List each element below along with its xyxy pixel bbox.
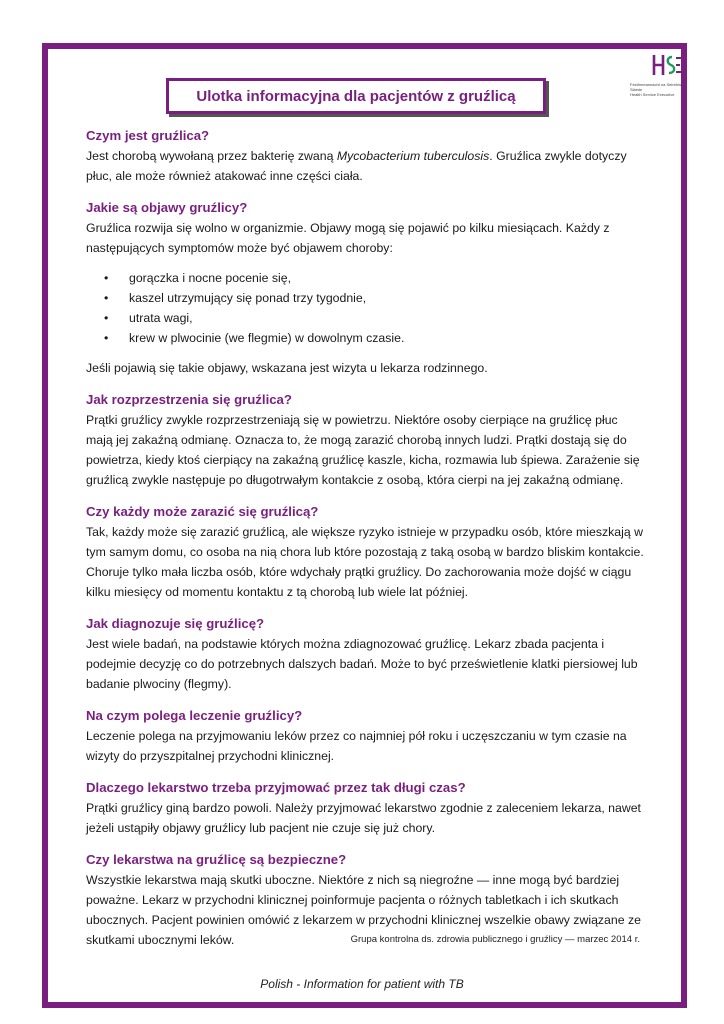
symptom-list (86, 268, 646, 348)
section-spread (86, 390, 646, 490)
logo-caption-line-1: Feidhmeannacht na Seirbhíse Sláinte (630, 82, 684, 92)
bullet-icon: • (104, 331, 109, 345)
section-text: Leczenie polega na przyjmowaniu leków przez co najmniej pół roku i uczęszczaniu w tym czasie na wizyty do przyszpitalnej przychodni klinicznej. (86, 729, 627, 763)
footer-text: Polish - Information for patient with TB (260, 977, 464, 991)
hse-logo (630, 52, 690, 102)
list-item (86, 328, 646, 348)
section-symptoms (86, 198, 646, 378)
section-treatment (86, 706, 646, 766)
list-item-text: utrata wagi, (129, 311, 193, 325)
list-item (86, 288, 646, 308)
section-heading: Czy każdy może zarazić się gruźlicą? (86, 504, 319, 519)
logo-caption (630, 82, 694, 97)
section-heading: Jak diagnozuje się gruźlicę? (86, 616, 265, 631)
section-heading: Dlaczego lekarstwo trzeba przyjmować przez tak długi czas? (86, 780, 466, 795)
list-item-text: krew w plwocinie (we flegmie) w dowolnym czasie. (129, 331, 405, 345)
section-what-is-tb (86, 126, 646, 186)
section-heading: Jak rozprzestrzenia się gruźlica? (86, 392, 292, 407)
section-diagnosis (86, 614, 646, 694)
section-text: Jest wiele badań, na podstawie których można zdiagnozować gruźlicę. Lekarz zbada pacjenta i podejmie decyzję co do potrzebnych dalszych badań. Może to być prześwietlenie klatki piersiowej lub badanie plwociny (flegmy). (86, 637, 638, 691)
list-item-text: gorączka i nocne pocenie się, (129, 271, 292, 285)
section-heading: Jakie są objawy gruźlicy? (86, 200, 248, 215)
section-text: Wszystkie lekarstwa mają skutki uboczne. Niektóre z nich są niegroźne — inne mogą być bardziej poważne. Lekarz w przychodni klinicznej poinformuje pacjenta o różnych tabletkach i ich skutkach ubocznych. Pacjent powinien omówić z lekarzem w przychodni klinicznej wszelkie obawy związane ze skutkami ubocznymi leków. (86, 873, 641, 947)
bullet-icon: • (104, 311, 109, 325)
section-text: Tak, każdy może się zarazić gruźlicą, ale większe ryzyko istnieje w przypadku osób, które mieszkają w tym samym domu, co osoba na nią chora lub które pozostają z taką osobą w bardzo bliskim kontakcie. Choruje tylko mała liczba osób, które wdychały prątki gruźlicy. Do zachorowania może dojść w ciągu kilku miesięcy od momentu kontaktu z tą chorobą lub wiele lat później. (86, 525, 644, 599)
section-heading: Na czym polega leczenie gruźlicy? (86, 708, 303, 723)
section-text: Prątki gruźlicy zwykle rozprzestrzeniają się w powietrzu. Niektóre osoby cierpiące na gruźlicę płuc mają jej zakaźną odmianę. Oznacza to, że mogą zarazić chorobą innych ludzi. Prątki dostają się do powietrza, kiedy ktoś cierpiący na zakaźną gruźlicę kaszle, kicha, rozmawia lub śpiewa. Zarażenie się gruźlicą zwykle następuje po długotrwałym kontakcie z osobą, która cierpi na jej zakaźną odmianę. (86, 413, 640, 487)
credit-line: Grupa kontrolna ds. zdrowia publicznego i gruźlicy — marzec 2014 r. (350, 934, 640, 945)
bacteria-name: Mycobacterium tuberculosis (336, 149, 490, 163)
bullet-icon: • (104, 271, 109, 285)
section-text-after: Jeśli pojawią się takie objawy, wskazana jest wizyta u lekarza rodzinnego. (86, 361, 488, 375)
page-title: Ulotka informacyjna dla pacjentów z gruźlicą (196, 87, 516, 105)
list-item (86, 268, 646, 288)
section-who-can-get (86, 502, 646, 602)
section-heading: Czym jest gruźlica? (86, 128, 210, 143)
title-box (166, 78, 546, 114)
section-text: Prątki gruźlicy giną bardzo powoli. Należy przyjmować lekarstwo zgodnie z zaleceniem lekarza, nawet jeżeli ustąpiły objawy gruźlicy lub pacjent nie czuje się już chory. (86, 801, 641, 835)
section-text (86, 146, 646, 186)
text-span: . Gruźlica zwykle dotyczy płuc, ale może również atakować inne części ciała. (86, 149, 627, 183)
leaflet-content (86, 126, 646, 962)
section-long-treatment (86, 778, 646, 838)
section-heading: Czy lekarstwa na gruźlicę są bezpieczne? (86, 852, 347, 867)
logo-caption-line-2: Health Service Executive (630, 92, 675, 97)
bullet-icon: • (104, 291, 109, 305)
list-item-text: kaszel utrzymujący się ponad trzy tygodnie, (129, 291, 367, 305)
text-span: Jest chorobą wywołaną przez bakterię zwaną (86, 149, 337, 163)
section-text: Gruźlica rozwija się wolno w organizmie. Objawy mogą się pojawić po kilku miesiącach. Każdy z następujących symptomów może być objawem choroby: (86, 221, 610, 255)
list-item (86, 308, 646, 328)
hse-logo-icon (650, 52, 682, 78)
